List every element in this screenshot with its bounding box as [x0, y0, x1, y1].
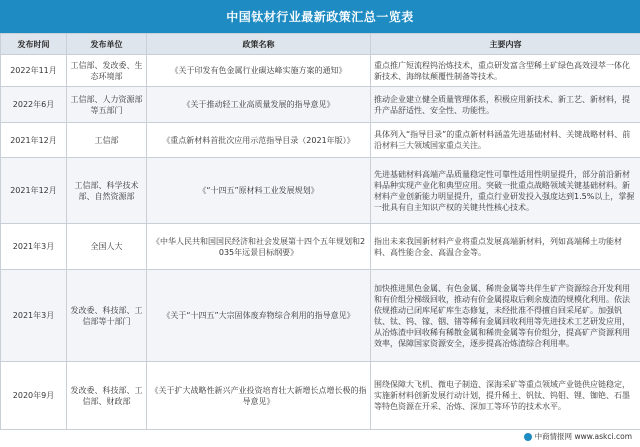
cell-org: 工信部、科学技术部、自然资源部: [67, 158, 147, 224]
source-footer: [524, 431, 632, 442]
cell-content: 推动企业建立健全质量管理体系，积极应用新技术、新工艺、新材料，提升产品舒适性、安全性、功能性。: [371, 87, 640, 123]
zhongshang-logo-icon: [524, 433, 532, 441]
header-policy: 政策名称: [147, 34, 371, 55]
cell-content: 先进基础材料高端产品质量稳定性可靠性适用性明显提升，部分前沿新材料品种实现产业化和典型应用。突破一批重点战略领域关键基础材料。新材料产业创新能力明显提升，重点行业研发投入强度达到1.5%以上，掌握一批具有自主知识产权的关键共性核心技术。: [371, 158, 640, 224]
cell-org: 工信部、发改委、生态环境部: [67, 55, 147, 87]
cell-content: 具体列入“指导目录”的重点新材料涵盖先进基础材料、关键战略材料、前沿材料三大领域国家重点关注。: [371, 123, 640, 158]
cell-policy: 《中华人民共和国国民经济和社会发展第十四个五年规划和2035年远景目标纲要》: [147, 224, 371, 270]
cell-policy: 《关于印发有色金属行业碳达峰实施方案的通知》: [147, 55, 371, 87]
cell-policy: 《关于推动轻工业高质量发展的指导意见》: [147, 87, 371, 123]
table-row: [1, 224, 640, 270]
cell-content: 指出未来我国新材料产业将重点发展高端新材料，列如高端稀土功能材料、高性能合金、高温合金等。: [371, 224, 640, 270]
cell-content: 加快推进黑色金属、有色金属、稀贵金属等共伴生矿产资源综合开发利用和有价组分梯级回收，推动有价金属提取后剩余废渣的规模化利用。依法依规推动已闭库尾矿库生态修复，未经批准不得擅自回采尾矿。加强钒钛、钛、钨、镓、铟、锗等稀有金属回收利用等先进技术工艺研发应用，从冶炼渣中回收稀有稀散金属和稀贵金属等有价组分，提高矿产资源利用效率，保障国家资源安全，逐步提高冶炼渣综合利用率。: [371, 270, 640, 362]
table-row: [1, 158, 640, 224]
cell-date: 2021年3月: [1, 270, 67, 362]
table-row: [1, 87, 640, 123]
cell-date: 2021年12月: [1, 123, 67, 158]
cell-org: 发改委、科技部、工信部等十部门: [67, 270, 147, 362]
cell-org: 全国人大: [67, 224, 147, 270]
table-row: [1, 362, 640, 430]
policy-table: [0, 33, 640, 430]
cell-date: 2022年6月: [1, 87, 67, 123]
table-title: 中国钛材行业最新政策汇总一览表: [226, 10, 414, 24]
cell-org: 工信部、人力资源部等五部门: [67, 87, 147, 123]
cell-policy: 《“十四五”原材料工业发展规划》: [147, 158, 371, 224]
source-text: 中商情报网 www.askci.com: [534, 432, 632, 441]
cell-date: 2022年11月: [1, 55, 67, 87]
table-row: [1, 55, 640, 87]
cell-org: 发改委、科技部、工信部、财政部: [67, 362, 147, 430]
table-header-row: [1, 34, 640, 55]
table-row: [1, 123, 640, 158]
cell-date: 2021年3月: [1, 224, 67, 270]
header-org: 发布单位: [67, 34, 147, 55]
header-date: 发布时间: [1, 34, 67, 55]
cell-policy: 《重点新材料首批次应用示范指导目录（2021年版）》: [147, 123, 371, 158]
cell-policy: 《关于扩大战略性新兴产业投资培育壮大新增长点增长极的指导意见》: [147, 362, 371, 430]
table-row: [1, 270, 640, 362]
cell-date: 2021年12月: [1, 158, 67, 224]
cell-content: 重点推广短流程钨治炼技术，重点研发富含型稀土矿绿色高效浸萃一体化新技术、海绵钛颠覆性制备等技术。: [371, 55, 640, 87]
table-title-bar: [0, 0, 640, 33]
cell-org: 工信部: [67, 123, 147, 158]
cell-content: 围绕保障大飞机、微电子制造、深海采矿等重点领域产业链供应链稳定，实施新材料创新发展行动计划，提升稀土、钒钛、钨钼、锂、铷铯、石墨等特色资源在开采、冶炼、深加工等环节的技术水平。: [371, 362, 640, 430]
cell-date: 2020年9月: [1, 362, 67, 430]
cell-policy: 《关于“十四五”大宗固体废弃物综合利用的指导意见》: [147, 270, 371, 362]
header-content: 主要内容: [371, 34, 640, 55]
